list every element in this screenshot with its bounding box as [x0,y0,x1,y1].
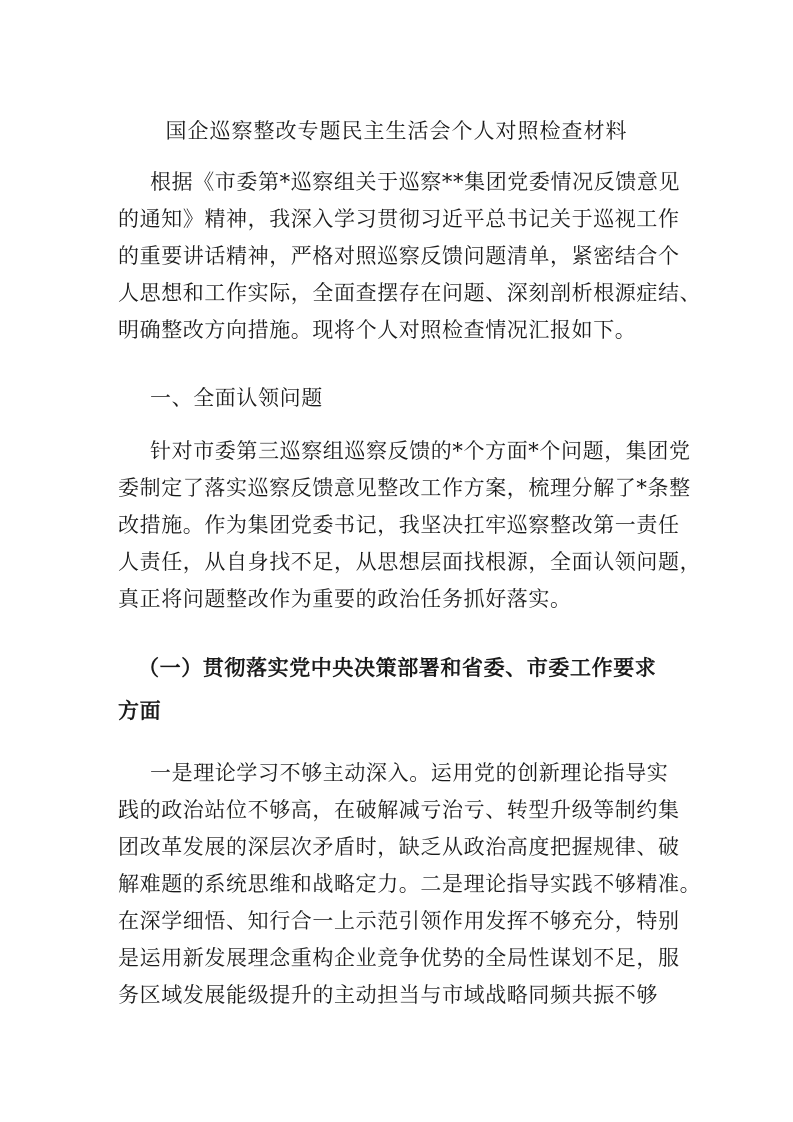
paragraph-3-line: 在深学细悟、知行合一上示范引领作用发挥不够充分，特别 [118,909,680,933]
paragraph-2-line: 人责任，从自身找不足，从思想层面找根源，全面认领问题， [118,550,702,574]
paragraph-1-line: 的重要讲话精神，严格对照巡察反馈问题清单，紧密结合个 [118,244,680,268]
paragraph-1-line: 的通知》精神，我深入学习贯彻习近平总书记关于巡视工作 [118,207,680,231]
paragraph-3-line: 一是理论学习不够主动深入。运用党的创新理论指导实 [150,761,669,785]
section-heading: 一、全面认领问题 [150,386,323,410]
paragraph-1-line: 明确整改方向措施。现将个人对照检查情况汇报如下。 [118,318,637,342]
paragraph-3-line: 是运用新发展理念重构企业竞争优势的全局性谋划不足，服 [118,946,680,970]
paragraph-1-line: 根据《市委第*巡察组关于巡察**集团党委情况反馈意见 [150,170,681,194]
paragraph-3-line: 解难题的系统思维和战略定力。二是理论指导实践不够精准。 [118,872,702,896]
paragraph-3-line: 践的政治站位不够高，在破解减亏治亏、转型升级等制约集 [118,798,680,822]
paragraph-2-line: 针对市委第三巡察组巡察反馈的*个方面*个问题，集团党 [150,439,691,463]
subsection-heading-line: （一）贯彻落实党中央决策部署和省委、市委工作要求 [138,655,657,680]
paragraph-2-line: 改措施。作为集团党委书记，我坚决扛牢巡察整改第一责任 [118,513,680,537]
document-title: 国企巡察整改专题民主生活会个人对照检查材料 [165,119,628,143]
paragraph-2-line: 真正将问题整改作为重要的政治任务抓好落实。 [118,587,572,611]
paragraph-3-line: 务区域发展能级提升的主动担当与市域战略同频共振不够 [118,983,658,1007]
paragraph-3-line: 团改革发展的深层次矛盾时，缺乏从政治高度把握规律、破 [118,835,680,859]
subsection-heading-line: 方面 [118,698,162,723]
paragraph-2-line: 委制定了落实巡察反馈意见整改工作方案，梳理分解了*条整 [118,476,691,500]
paragraph-1-line: 人思想和工作实际，全面查摆存在问题、深刻剖析根源症结、 [118,281,702,305]
